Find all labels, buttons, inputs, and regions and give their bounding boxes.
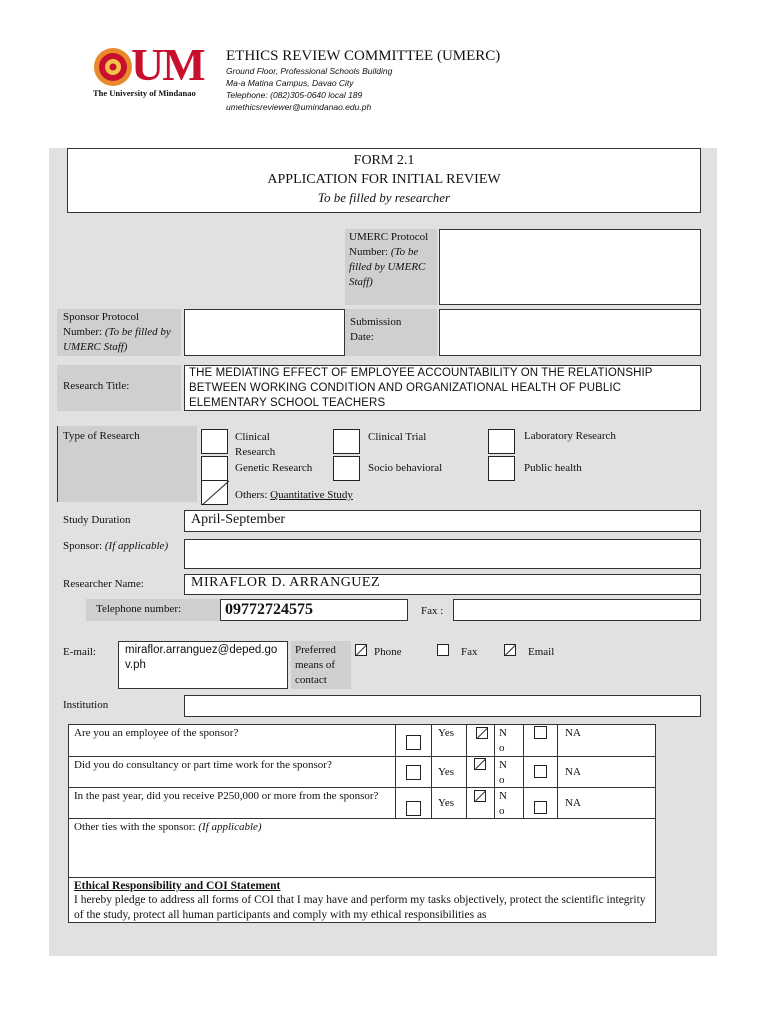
telephone-label-cell bbox=[86, 599, 220, 621]
email-line: umethicsreviewer@umindanao.edu.ph bbox=[226, 102, 372, 112]
clinical-trial-checkbox[interactable] bbox=[333, 429, 360, 454]
others-value: Quantitative Study bbox=[270, 489, 353, 501]
q2-na-label: NA bbox=[565, 766, 581, 778]
other-ties-note: (If applicable) bbox=[198, 821, 262, 833]
submission-date-field[interactable] bbox=[439, 309, 701, 356]
coi-col-line-5 bbox=[523, 724, 524, 818]
telephone-line: Telephone: (082)305-0640 local 189 bbox=[226, 90, 363, 100]
q2-no-checkbox[interactable] bbox=[474, 758, 486, 770]
socio-behavioral-checkbox[interactable] bbox=[333, 456, 360, 481]
socio-behavioral-label: Socio behavioral bbox=[368, 462, 443, 474]
protocol-note: (To be filled by UMERC Staff) bbox=[349, 246, 426, 288]
form-number: FORM 2.1 bbox=[353, 153, 415, 168]
coi-question-3: In the past year, did you receive P250,000 or more from the sponsor? bbox=[74, 790, 379, 802]
form-subtitle: To be filled by researcher bbox=[317, 190, 451, 205]
address-line-2: Ma-a Matina Campus, Davao City bbox=[226, 78, 354, 88]
q2-yes-checkbox[interactable] bbox=[406, 765, 421, 780]
university-seal-icon bbox=[93, 47, 133, 87]
q1-na-checkbox[interactable] bbox=[534, 726, 547, 739]
contact-label: Preferred means of contact bbox=[295, 644, 336, 686]
q1-no-label: No bbox=[499, 727, 507, 754]
committee-name: ETHICS REVIEW COMMITTEE (UMERC) bbox=[226, 48, 501, 64]
fax-field[interactable] bbox=[453, 599, 701, 621]
coi-col-line-4 bbox=[494, 724, 495, 818]
genetic-research-checkbox[interactable] bbox=[201, 456, 228, 481]
contact-email-checkbox[interactable] bbox=[504, 644, 516, 656]
other-ties-label-text: Other ties with the sponsor: bbox=[74, 821, 196, 833]
contact-email-label: Email bbox=[528, 646, 555, 658]
contact-phone-checkbox[interactable] bbox=[355, 644, 367, 656]
coi-statement bbox=[74, 879, 652, 923]
contact-fax-checkbox[interactable] bbox=[437, 644, 449, 656]
university-name: The University of Mindanao bbox=[93, 88, 196, 98]
q3-na-checkbox[interactable] bbox=[534, 801, 547, 814]
q3-no-checkbox[interactable] bbox=[474, 790, 486, 802]
address-line-1: Ground Floor, Professional Schools Building bbox=[226, 66, 393, 76]
telephone-value: 09772724575 bbox=[225, 601, 313, 618]
sponsor-protocol-label-cell bbox=[57, 309, 181, 356]
type-of-research-cell bbox=[57, 426, 197, 502]
study-duration-value: April-September bbox=[191, 512, 286, 527]
coi-divider-1 bbox=[68, 756, 656, 757]
protocol-label-cell bbox=[345, 229, 437, 305]
q3-yes-label: Yes bbox=[438, 797, 455, 809]
sponsor-protocol-field[interactable] bbox=[184, 309, 345, 356]
coi-statement-title: Ethical Responsibility and COI Statement bbox=[74, 880, 281, 892]
researcher-name-field[interactable] bbox=[184, 574, 701, 595]
q1-yes-label: Yes bbox=[438, 727, 455, 739]
others-label-text: Others: bbox=[235, 489, 268, 501]
coi-col-line-2 bbox=[431, 724, 432, 818]
contact-fax-label: Fax bbox=[461, 646, 478, 658]
coi-col-line-6 bbox=[557, 724, 558, 818]
laboratory-research-checkbox[interactable] bbox=[488, 429, 515, 454]
sponsor-label-text: Sponsor: bbox=[63, 540, 103, 552]
coi-question-1: Are you an employee of the sponsor? bbox=[74, 727, 239, 739]
study-duration-field[interactable] bbox=[184, 510, 701, 532]
coi-divider-2 bbox=[68, 787, 656, 788]
researcher-name-label: Researcher Name: bbox=[63, 578, 144, 590]
public-health-label: Public health bbox=[524, 462, 582, 474]
coi-question-2: Did you do consultancy or part time work for the sponsor? bbox=[74, 759, 332, 771]
genetic-research-label: Genetic Research bbox=[235, 462, 313, 474]
protocol-number-field[interactable] bbox=[439, 229, 701, 305]
public-health-checkbox[interactable] bbox=[488, 456, 515, 481]
q2-no-label: No bbox=[499, 759, 507, 786]
coi-col-line-3 bbox=[466, 724, 467, 818]
submission-label: Submission Date: bbox=[350, 316, 402, 343]
clinical-trial-label: Clinical Trial bbox=[368, 431, 427, 443]
sponsor-label bbox=[63, 539, 173, 554]
sponsor-protocol-note: (To be filled by UMERC Staff) bbox=[63, 326, 171, 353]
study-duration-label: Study Duration bbox=[63, 514, 131, 526]
q3-na-label: NA bbox=[565, 797, 581, 809]
others-label bbox=[235, 488, 353, 503]
form-title-box bbox=[67, 148, 701, 213]
clinical-research-label: Clinical Research bbox=[235, 431, 276, 458]
telephone-field[interactable] bbox=[220, 599, 408, 621]
q2-yes-label: Yes bbox=[438, 766, 455, 778]
protocol-label: UMERC Protocol Number: bbox=[349, 231, 429, 258]
email-label: E-mail: bbox=[63, 646, 96, 658]
contact-phone-label: Phone bbox=[374, 646, 402, 658]
coi-divider-3 bbox=[68, 818, 656, 819]
q3-no-label: No bbox=[499, 790, 507, 817]
laboratory-research-label: Laboratory Research bbox=[524, 430, 616, 442]
coi-col-line-1 bbox=[395, 724, 396, 818]
researcher-name-value: MIRAFLOR D. ARRANGUEZ bbox=[191, 575, 381, 590]
sponsor-note: (If applicable) bbox=[104, 540, 169, 552]
contact-label-cell bbox=[291, 641, 351, 689]
form-title: APPLICATION FOR INITIAL REVIEW bbox=[267, 172, 501, 187]
research-title-field[interactable] bbox=[184, 365, 701, 411]
research-title-value: THE MEDIATING EFFECT OF EMPLOYEE ACCOUNTABILITY ON THE RELATIONSHIP BETWEEN WORKING CONDITION AND ORGANIZATIONAL HEALTH OF PUBLIC ELEMENTARY SCHOOL TEACHERS bbox=[189, 367, 653, 409]
institution-field[interactable] bbox=[184, 695, 701, 717]
sponsor-protocol-label: Sponsor Protocol Number: bbox=[63, 311, 140, 338]
sponsor-field[interactable] bbox=[184, 539, 701, 569]
q1-na-label: NA bbox=[565, 727, 581, 739]
q3-yes-checkbox[interactable] bbox=[406, 801, 421, 816]
telephone-label: Telephone number: bbox=[96, 603, 182, 615]
research-title-label: Research Title: bbox=[63, 380, 130, 392]
q2-na-checkbox[interactable] bbox=[534, 765, 547, 778]
email-value: miraflor.arranguez@deped.gov.ph bbox=[125, 644, 278, 671]
email-field[interactable] bbox=[118, 641, 288, 689]
fax-label: Fax : bbox=[421, 605, 444, 617]
clinical-research-checkbox[interactable] bbox=[201, 429, 228, 454]
other-ties-label bbox=[74, 820, 262, 835]
submission-label-cell bbox=[345, 309, 437, 356]
logo-text: UM bbox=[131, 39, 204, 90]
q1-no-checkbox[interactable] bbox=[476, 727, 488, 739]
coi-divider-4 bbox=[68, 877, 656, 878]
type-of-research-label: Type of Research bbox=[63, 430, 140, 442]
q1-yes-checkbox[interactable] bbox=[406, 735, 421, 750]
others-checkbox[interactable] bbox=[201, 480, 228, 505]
research-title-label-cell bbox=[57, 365, 181, 411]
coi-statement-text: I hereby pledge to address all forms of COI that I may have and perform my tasks objectively, protect the scientific integrity of the study, protect all human participants and comply with my ethical responsibilities as bbox=[74, 894, 646, 921]
institution-label: Institution bbox=[63, 699, 109, 711]
